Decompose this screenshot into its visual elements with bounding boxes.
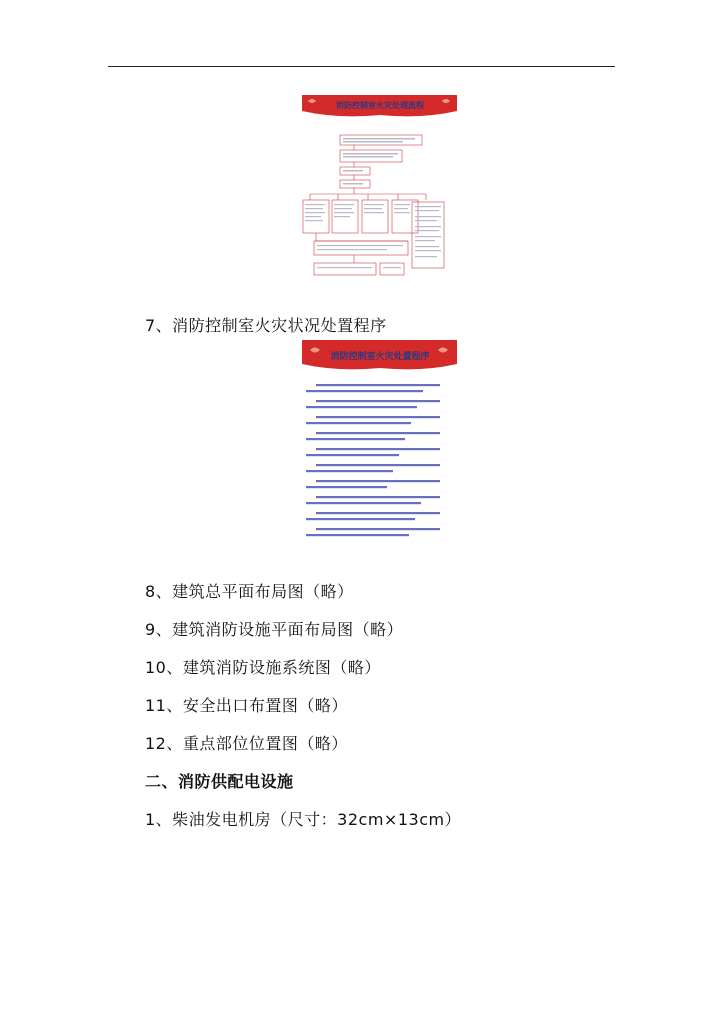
text-line xyxy=(306,470,393,472)
header-rule xyxy=(108,66,615,67)
section-heading: 二、消防供配电设施 xyxy=(145,772,294,791)
text-line xyxy=(316,384,440,386)
text-line xyxy=(316,416,440,418)
fire-handling-flowchart-image xyxy=(302,95,457,281)
text-line xyxy=(316,512,440,514)
fire-procedure-image xyxy=(302,340,457,564)
text-line xyxy=(306,454,399,456)
text-line xyxy=(306,422,411,424)
item-9: 9、建筑消防设施平面布局图（略） xyxy=(145,620,404,639)
item-7: 7、消防控制室火灾状况处置程序 xyxy=(145,316,387,335)
text-line xyxy=(306,534,409,536)
item-11: 11、安全出口布置图（略） xyxy=(145,696,348,715)
text-line xyxy=(316,496,440,498)
text-line xyxy=(316,448,440,450)
banner-title: 消防控制室火灾处置程序 xyxy=(330,352,430,362)
text-line xyxy=(306,502,421,504)
item-1: 1、柴油发电机房（尺寸：32cm×13cm） xyxy=(145,810,462,829)
text-line xyxy=(306,406,417,408)
text-line xyxy=(316,480,440,482)
item-8: 8、建筑总平面布局图（略） xyxy=(145,582,354,601)
text-line xyxy=(306,438,405,440)
banner-title: 消防控制室火灾处理流程 xyxy=(336,101,424,110)
text-line xyxy=(306,518,415,520)
text-line xyxy=(306,486,387,488)
text-line xyxy=(316,432,440,434)
item-12: 12、重点部位位置图（略） xyxy=(145,734,348,753)
item-10: 10、建筑消防设施系统图（略） xyxy=(145,658,381,677)
text-line xyxy=(306,390,423,392)
text-line xyxy=(316,400,440,402)
text-line xyxy=(316,464,440,466)
text-line xyxy=(316,528,440,530)
